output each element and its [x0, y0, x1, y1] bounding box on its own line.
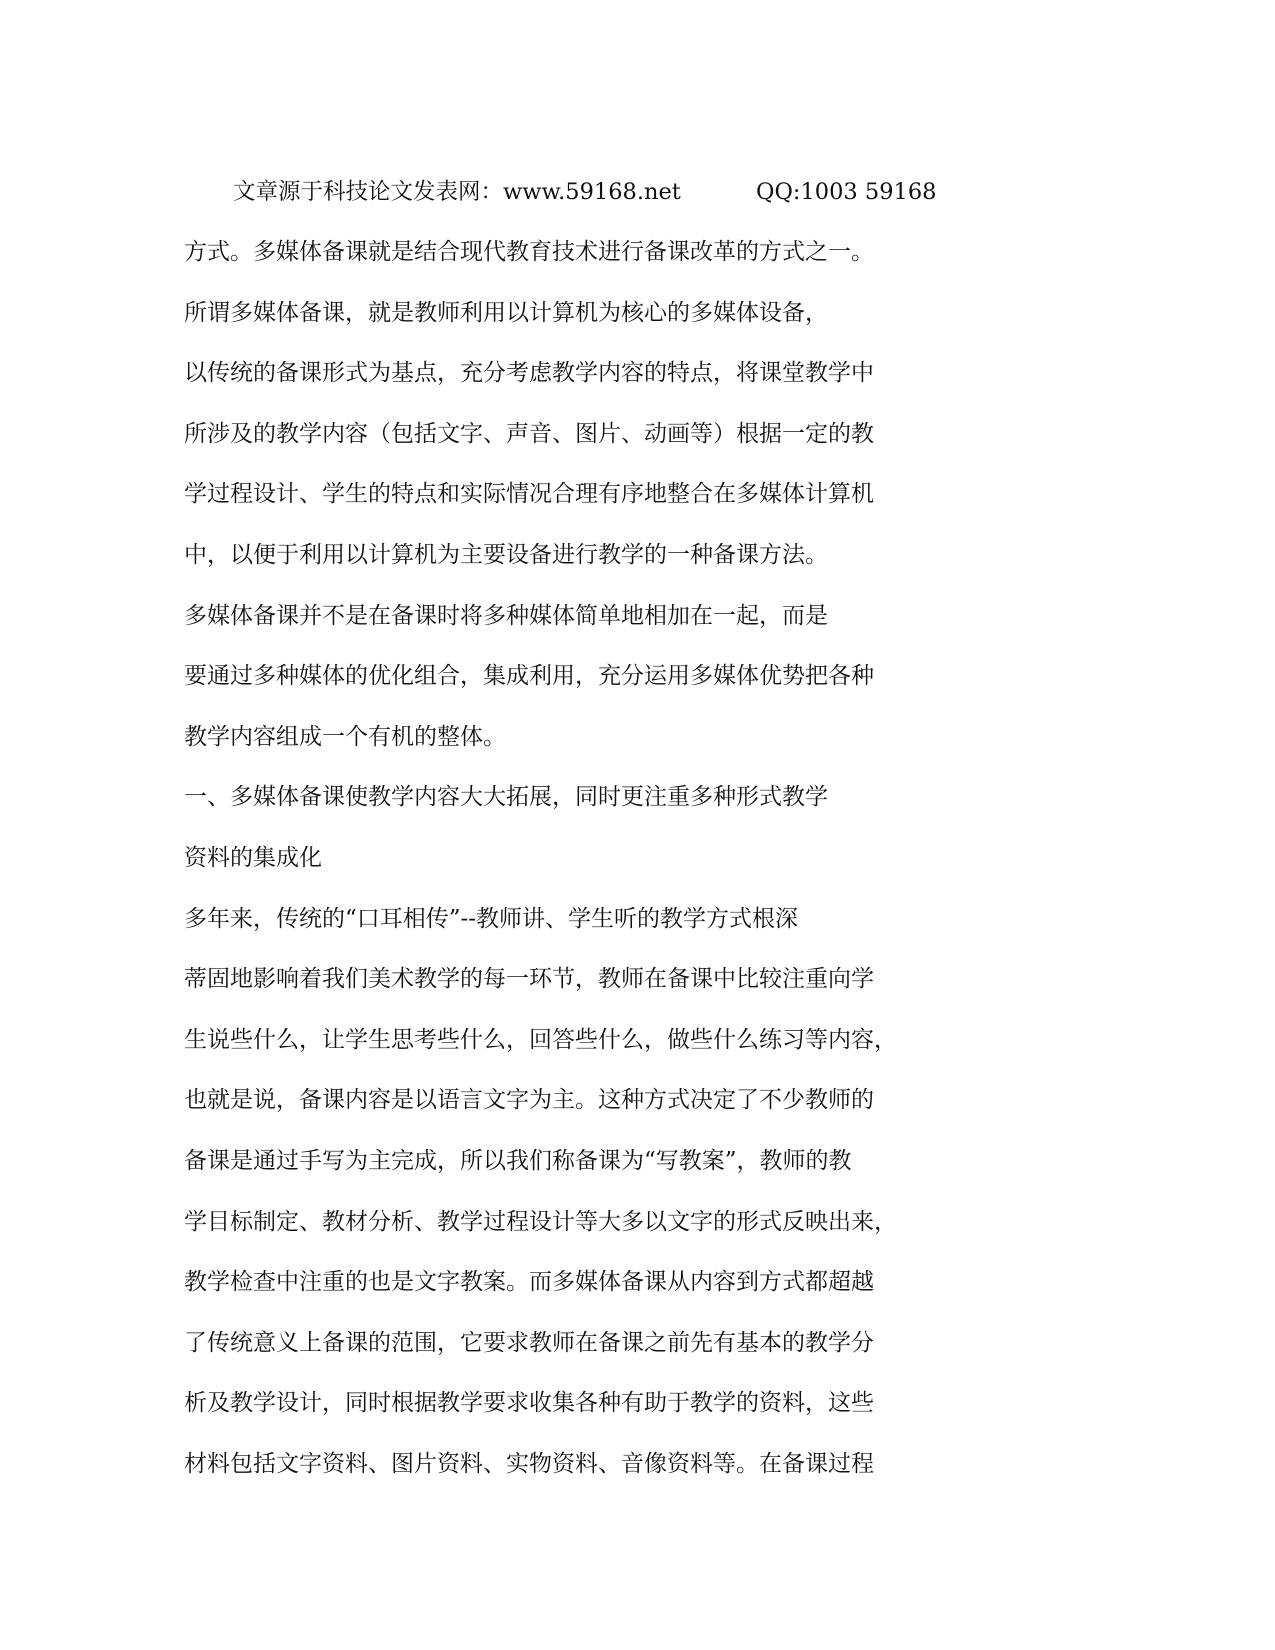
- text-line: 所涉及的教学内容（包括文字、声音、图片、动画等）根据一定的教: [184, 420, 874, 447]
- qq-contact-text: QQ:1003 59168: [756, 179, 937, 205]
- text-line: 教学内容组成一个有机的整体。: [184, 723, 506, 750]
- text-line: 多年来，传统的“口耳相传”--教师讲、学生听的教学方式根深: [184, 905, 799, 932]
- text-line: 析及教学设计，同时根据教学要求收集各种有助于教学的资料，这些: [184, 1390, 874, 1417]
- text-line: 多媒体备课并不是在备课时将多种媒体简单地相加在一起，而是: [184, 602, 828, 629]
- text-line: 生说些什么，让学生思考些什么，回答些什么，做些什么练习等内容，: [184, 1026, 897, 1053]
- source-header: [233, 174, 937, 210]
- text-line: 学目标制定、教材分析、教学过程设计等大多以文字的形式反映出来，: [184, 1208, 897, 1235]
- source-website-text: 文章源于科技论文发表网：www.59168.net: [233, 179, 681, 205]
- section-heading-line: 一、多媒体备课使教学内容大大拓展，同时更注重多种形式教学: [184, 784, 828, 811]
- text-line: 也就是说，备课内容是以语言文字为主。这种方式决定了不少教师的: [184, 1087, 874, 1114]
- text-line: 材料包括文字资料、图片资料、实物资料、音像资料等。在备课过程: [184, 1450, 874, 1477]
- text-line: 教学检查中注重的也是文字教案。而多媒体备课从内容到方式都超越: [184, 1269, 874, 1296]
- section-heading-line: 资料的集成化: [184, 844, 322, 871]
- text-line: 备课是通过手写为主完成，所以我们称备课为“写教案”，教师的教: [184, 1147, 852, 1174]
- text-line: 学过程设计、学生的特点和实际情况合理有序地整合在多媒体计算机: [184, 481, 874, 508]
- text-line: 了传统意义上备课的范围，它要求教师在备课之前先有基本的教学分: [184, 1329, 874, 1356]
- text-line: 蒂固地影响着我们美术教学的每一环节，教师在备课中比较注重向学: [184, 966, 874, 993]
- text-line: 要通过多种媒体的优化组合，集成利用，充分运用多媒体优势把各种: [184, 663, 874, 690]
- text-line: 方式。多媒体备课就是结合现代教育技术进行备课改革的方式之一。: [184, 239, 874, 265]
- text-line: 以传统的备课形式为基点，充分考虑教学内容的特点，将课堂教学中: [184, 360, 874, 387]
- body-text: [184, 234, 944, 1506]
- text-line: 中，以便于利用以计算机为主要设备进行教学的一种备课方法。: [184, 541, 828, 568]
- text-line: 所谓多媒体备课，就是教师利用以计算机为核心的多媒体设备，: [184, 299, 828, 326]
